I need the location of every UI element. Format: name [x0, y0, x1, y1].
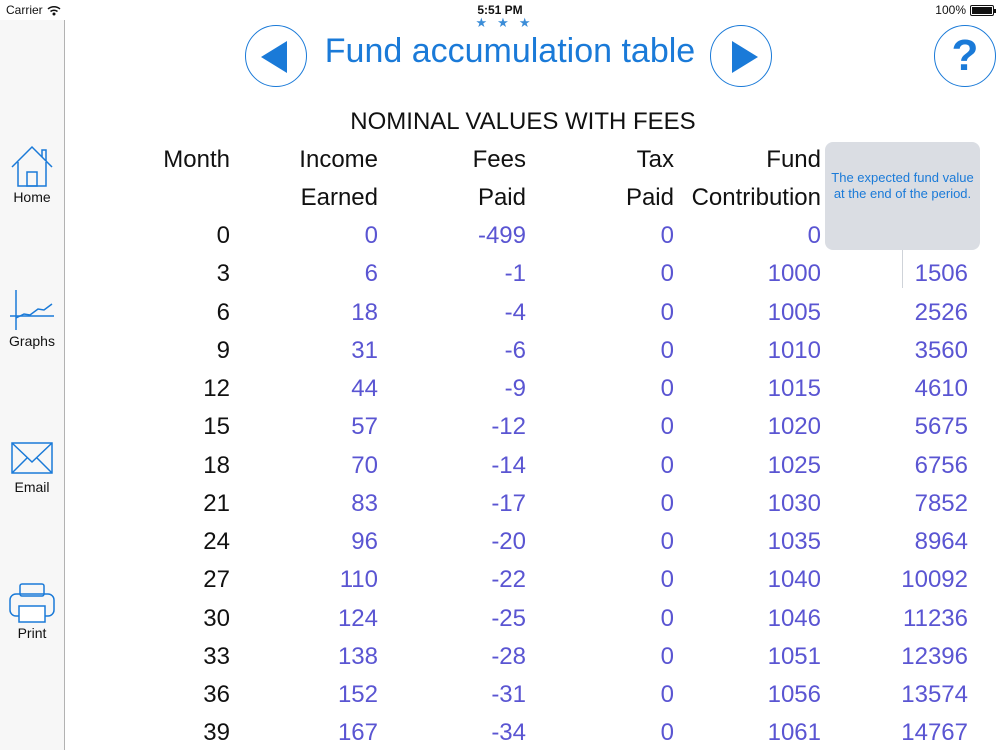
battery-percent: 100% [935, 3, 966, 17]
value-cell: 4610 [914, 375, 968, 402]
value-cell: 1025 [767, 451, 821, 479]
value-cell: 1000 [767, 260, 821, 288]
sidebar-item-label: Graphs [9, 333, 55, 349]
value-cell: 1506 [914, 260, 968, 288]
help-button[interactable]: ? [934, 25, 996, 87]
value-cell: 1020 [767, 413, 821, 441]
table-row [0, 337, 1000, 375]
value-cell: -9 [504, 375, 526, 402]
table-row [0, 299, 1000, 337]
table-row [0, 528, 1000, 566]
value-cell: 3560 [914, 336, 968, 364]
value-cell: 6756 [914, 451, 968, 479]
value-cell: 44 [351, 375, 378, 402]
column-header-income: Income [299, 146, 378, 173]
table-row [0, 643, 1000, 681]
table-row [0, 452, 1000, 490]
column-header-month: Month [163, 146, 230, 173]
value-cell: 124 [337, 604, 378, 632]
tooltip-pointer [902, 250, 903, 288]
value-cell: -17 [491, 489, 526, 517]
column-header-earned: Earned [300, 184, 378, 211]
table-row [0, 413, 1000, 451]
value-cell: 1056 [767, 681, 821, 708]
value-cell: 0 [660, 566, 674, 594]
month-cell: 39 [203, 719, 230, 747]
value-cell: 1005 [767, 298, 821, 326]
table-subtitle: NOMINAL VALUES WITH FEES [350, 108, 696, 135]
table-row [0, 260, 1000, 298]
column-header-contribution: Contribution [691, 184, 821, 211]
value-cell: 0 [660, 260, 674, 288]
table-row [0, 566, 1000, 604]
column-header-tax-paid: Paid [625, 184, 674, 211]
value-cell: 1061 [767, 719, 821, 747]
month-cell: 0 [216, 222, 230, 249]
value-cell: -6 [504, 336, 526, 364]
next-page-button[interactable] [710, 25, 772, 87]
value-cell: -20 [491, 528, 526, 555]
column-info-tooltip: The expected fund value at the end of the period. [825, 142, 980, 250]
value-cell: -31 [491, 681, 526, 708]
value-cell: 138 [337, 642, 378, 670]
value-cell: 0 [660, 375, 674, 402]
value-cell: 5675 [914, 413, 968, 441]
month-cell: 3 [216, 260, 230, 288]
month-cell: 21 [203, 489, 230, 517]
value-cell: -22 [491, 566, 526, 594]
sidebar-item-label: Print [17, 625, 47, 641]
page-title: Fund accumulation table [324, 32, 696, 70]
value-cell: 0 [660, 298, 674, 326]
value-cell: 70 [351, 451, 378, 479]
value-cell: 1040 [767, 566, 821, 594]
value-cell: 11236 [903, 604, 968, 632]
value-cell: 1010 [767, 336, 821, 364]
battery-icon [970, 5, 994, 16]
table-row [0, 490, 1000, 528]
month-cell: 27 [203, 566, 230, 594]
value-cell: 0 [660, 528, 674, 555]
value-cell: 31 [351, 336, 378, 364]
value-cell: 12396 [901, 642, 968, 670]
column-header-fees: Fees [472, 146, 526, 173]
page-indicator: ★★★ [475, 15, 541, 30]
value-cell: 0 [807, 222, 821, 249]
table-row [0, 719, 1000, 750]
value-cell: 0 [660, 451, 674, 479]
value-cell: -4 [504, 298, 526, 326]
month-cell: 36 [203, 681, 230, 708]
table-row [0, 375, 1000, 413]
value-cell: 0 [660, 413, 674, 441]
value-cell: -12 [491, 413, 526, 441]
value-cell: 0 [364, 222, 378, 249]
value-cell: 83 [351, 489, 378, 517]
value-cell: -28 [491, 642, 526, 670]
triangle-right-icon [711, 26, 773, 88]
carrier-label: Carrier [6, 3, 43, 17]
value-cell: 110 [339, 566, 378, 594]
value-cell: 167 [337, 719, 378, 747]
triangle-left-icon [246, 26, 308, 88]
value-cell: 8964 [914, 528, 968, 555]
value-cell: 18 [351, 298, 378, 326]
value-cell: -25 [491, 604, 526, 632]
value-cell: -14 [491, 451, 526, 479]
month-cell: 15 [203, 413, 230, 441]
value-cell: 10092 [901, 566, 968, 594]
month-cell: 24 [203, 528, 230, 555]
column-header-fees-paid: Paid [477, 184, 526, 211]
value-cell: 0 [660, 489, 674, 517]
value-cell: 96 [351, 528, 378, 555]
value-cell: 1051 [767, 642, 821, 670]
sidebar-item-label: Home [13, 189, 51, 205]
value-cell: 0 [660, 719, 674, 747]
value-cell: 0 [660, 604, 674, 632]
value-cell: 14767 [901, 719, 968, 747]
table-row [0, 681, 1000, 719]
sidebar-item-label: Email [14, 479, 50, 495]
value-cell: 1015 [767, 375, 821, 402]
value-cell: -34 [491, 719, 526, 747]
month-cell: 30 [203, 604, 230, 632]
month-cell: 18 [203, 451, 230, 479]
value-cell: -499 [477, 222, 526, 249]
month-cell: 12 [203, 375, 230, 402]
value-cell: 13574 [901, 681, 968, 708]
value-cell: 1046 [767, 604, 821, 632]
value-cell: 0 [660, 222, 674, 249]
month-cell: 6 [216, 298, 230, 326]
value-cell: 57 [351, 413, 378, 441]
value-cell: 152 [337, 681, 378, 708]
value-cell: 6 [364, 260, 378, 288]
value-cell: 1035 [767, 528, 821, 555]
value-cell: 0 [660, 336, 674, 364]
value-cell: 0 [660, 642, 674, 670]
value-cell: 2526 [914, 298, 968, 326]
value-cell: 7852 [914, 489, 968, 517]
column-header-fund: Fund [766, 146, 821, 173]
value-cell: 1030 [767, 489, 821, 517]
previous-page-button[interactable] [245, 25, 307, 87]
column-header-tax: Tax [636, 146, 674, 173]
month-cell: 33 [203, 642, 230, 670]
value-cell: -1 [504, 260, 526, 288]
table-row [0, 605, 1000, 643]
value-cell: 0 [660, 681, 674, 708]
month-cell: 9 [216, 336, 230, 364]
clock: 5:51 PM [477, 3, 523, 17]
